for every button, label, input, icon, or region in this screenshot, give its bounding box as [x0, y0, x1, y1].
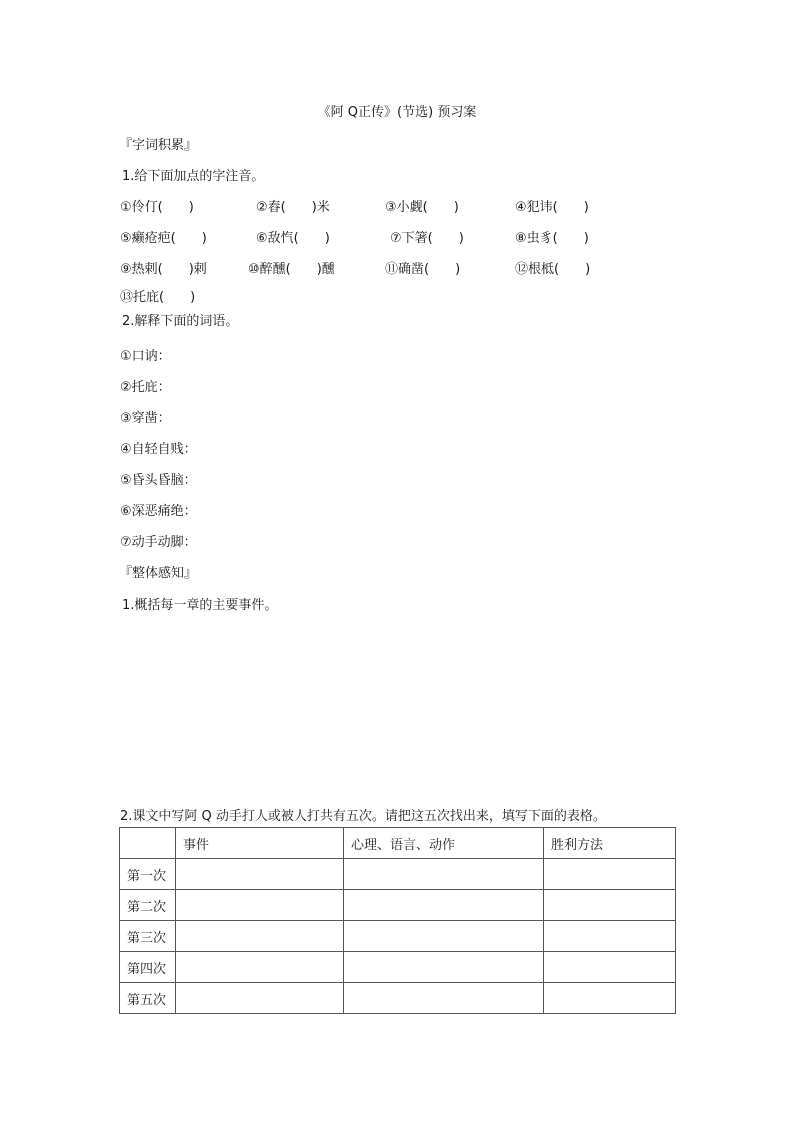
pinyin-item: ⑨热剌( )剌 — [120, 262, 207, 277]
answer-cell[interactable] — [176, 890, 344, 921]
answer-cell[interactable] — [544, 983, 676, 1014]
row-label: 第一次 — [120, 859, 176, 890]
table-header-row — [120, 828, 676, 859]
pinyin-item: ③小觑( ) — [385, 200, 459, 215]
vocab-item: ①口讷： — [120, 349, 171, 364]
answer-cell[interactable] — [176, 952, 344, 983]
pinyin-item: ①伶仃( ) — [120, 200, 194, 215]
answer-cell[interactable] — [544, 890, 676, 921]
question-summary: 1.概括每一章的主要事件。 — [122, 598, 278, 613]
pinyin-item: ④犯讳( ) — [515, 200, 589, 215]
question-table: 2.课文中写阿 Q 动手打人或被人打共有五次。请把这五次找出来，填写下面的表格。 — [120, 809, 606, 824]
answer-cell[interactable] — [344, 952, 544, 983]
vocab-item: ②托庇： — [120, 380, 171, 395]
pinyin-item: ⑬托庇( ) — [120, 290, 196, 305]
row-label: 第四次 — [120, 952, 176, 983]
pinyin-item: ⑫根柢( ) — [515, 262, 591, 277]
vocab-item: ③穿凿： — [120, 411, 171, 426]
section-heading-overview: 『整体感知』 — [119, 566, 198, 581]
answer-cell[interactable] — [344, 983, 544, 1014]
table-header-cell: 事件 — [176, 828, 344, 859]
pinyin-item: ⑩醉醺( )醺 — [248, 262, 335, 277]
row-label: 第五次 — [120, 983, 176, 1014]
question-pinyin: 1.给下面加点的字注音。 — [122, 169, 265, 184]
pinyin-item: ⑤癞疮疤( ) — [120, 231, 207, 246]
pinyin-item: ②舂( )米 — [256, 200, 330, 215]
vocab-item: ⑦动手动脚： — [120, 535, 197, 550]
answer-cell[interactable] — [176, 921, 344, 952]
answer-cell[interactable] — [176, 859, 344, 890]
pinyin-item: ⑦下箸( ) — [390, 231, 464, 246]
pinyin-item: ⑪确凿( ) — [385, 262, 461, 277]
pinyin-item: ⑥敌忾( ) — [256, 231, 330, 246]
vocab-item: ⑥深恶痛绝： — [120, 504, 197, 519]
vocab-item: ④自轻自贱： — [120, 442, 197, 457]
table-header-cell: 心理、语言、动作 — [344, 828, 544, 859]
row-label: 第二次 — [120, 890, 176, 921]
table-row — [120, 859, 676, 890]
table-row — [120, 890, 676, 921]
vocab-item: ⑤昏头昏脑： — [120, 473, 197, 488]
fight-table — [119, 827, 676, 1014]
table-row — [120, 921, 676, 952]
table-row — [120, 952, 676, 983]
page-title: 《阿 Q正传》(节选) 预习案 — [317, 105, 477, 120]
answer-cell[interactable] — [344, 890, 544, 921]
table-header-cell — [120, 828, 176, 859]
answer-cell[interactable] — [344, 859, 544, 890]
answer-cell[interactable] — [344, 921, 544, 952]
section-heading-vocab: 『字词积累』 — [119, 138, 198, 153]
answer-cell[interactable] — [544, 952, 676, 983]
answer-cell[interactable] — [544, 921, 676, 952]
answer-cell[interactable] — [544, 859, 676, 890]
table-header-cell: 胜利方法 — [544, 828, 676, 859]
question-explain: 2.解释下面的词语。 — [122, 314, 239, 329]
table-row — [120, 983, 676, 1014]
row-label: 第三次 — [120, 921, 176, 952]
pinyin-item: ⑧虫豸( ) — [515, 231, 589, 246]
answer-cell[interactable] — [176, 983, 344, 1014]
